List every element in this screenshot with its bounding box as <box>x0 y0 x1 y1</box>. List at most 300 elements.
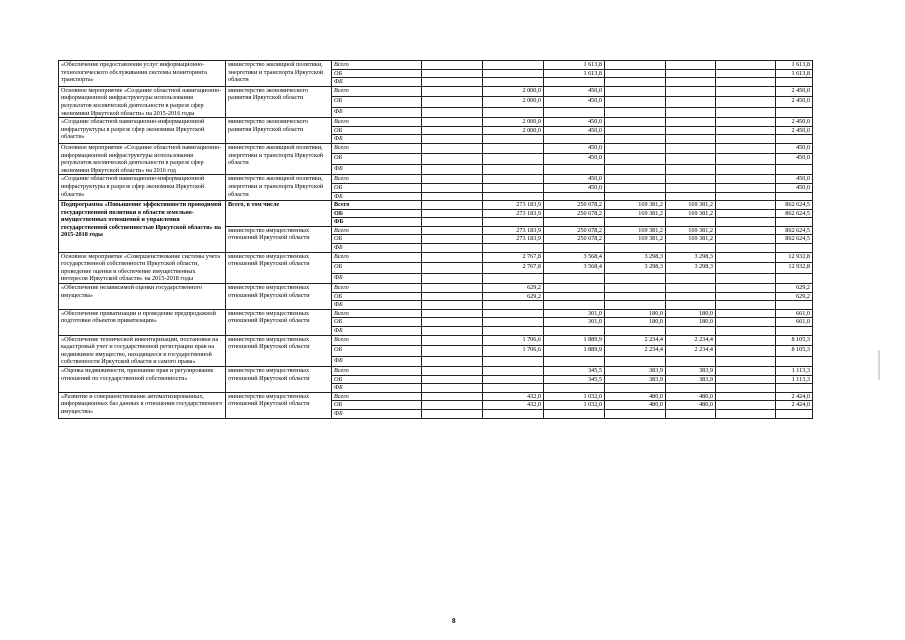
empty-cell <box>422 375 483 384</box>
year-value-cell: 180,0 <box>605 309 666 318</box>
empty-cell <box>716 183 776 192</box>
empty-cell <box>422 183 483 192</box>
year-value-cell <box>666 97 716 107</box>
empty-cell <box>716 143 776 153</box>
year-value-cell <box>666 164 716 174</box>
empty-cell <box>422 366 483 375</box>
year-value-cell <box>544 327 605 336</box>
year-value-cell: 450,0 <box>544 183 605 192</box>
funding-source-cell: ФБ <box>332 273 422 283</box>
year-value-cell: 1 613,8 <box>544 69 605 78</box>
table-row <box>59 392 813 401</box>
year-value-cell: 169 381,2 <box>666 226 716 235</box>
year-value-cell: 432,0 <box>483 401 544 410</box>
empty-cell <box>716 366 776 375</box>
page-number: 8 <box>452 617 456 625</box>
funding-source-cell: Всего <box>332 309 422 318</box>
total-value-cell <box>776 78 813 87</box>
total-value-cell: 629,2 <box>776 292 813 301</box>
empty-cell <box>716 292 776 301</box>
year-value-cell <box>605 97 666 107</box>
year-value-cell <box>483 192 544 201</box>
empty-cell <box>422 107 483 117</box>
year-value-cell: 345,5 <box>544 366 605 375</box>
year-value-cell <box>605 69 666 78</box>
funding-source-cell: ОБ <box>332 318 422 327</box>
responsible-cell: министерство имущественных отношений Иркутской области <box>226 366 332 392</box>
year-value-cell <box>666 175 716 184</box>
empty-cell <box>422 318 483 327</box>
responsible-cell: министерство имущественных отношений Иркутской области <box>226 392 332 418</box>
empty-cell <box>716 252 776 262</box>
empty-cell <box>716 209 776 218</box>
total-value-cell: 450,0 <box>776 183 813 192</box>
year-value-cell <box>666 301 716 310</box>
year-value-cell: 383,9 <box>666 366 716 375</box>
year-value-cell <box>483 409 544 418</box>
year-value-cell <box>605 126 666 135</box>
year-value-cell <box>666 384 716 393</box>
year-value-cell: 450,0 <box>544 154 605 164</box>
year-value-cell: 3 298,3 <box>666 252 716 262</box>
funding-source-cell: ОБ <box>332 292 422 301</box>
empty-cell <box>716 107 776 117</box>
total-value-cell: 1 113,3 <box>776 375 813 384</box>
year-value-cell: 629,2 <box>483 292 544 301</box>
empty-cell <box>422 86 483 96</box>
year-value-cell: 250 678,2 <box>544 201 605 210</box>
year-value-cell <box>666 143 716 153</box>
year-value-cell <box>483 218 544 227</box>
total-value-cell: 1 613,8 <box>776 61 813 70</box>
year-value-cell: 2 000,0 <box>483 126 544 135</box>
empty-cell <box>422 409 483 418</box>
year-value-cell: 2 234,4 <box>605 346 666 356</box>
year-value-cell: 301,0 <box>544 309 605 318</box>
year-value-cell: 629,2 <box>483 284 544 293</box>
year-value-cell: 169 381,2 <box>666 201 716 210</box>
total-value-cell: 450,0 <box>776 175 813 184</box>
empty-cell <box>422 346 483 356</box>
year-value-cell <box>666 273 716 283</box>
funding-source-cell: Всего <box>332 252 422 262</box>
funding-source-cell: ОБ <box>332 209 422 218</box>
year-value-cell: 180,0 <box>666 309 716 318</box>
total-value-cell: 12 932,8 <box>776 263 813 273</box>
total-value-cell <box>776 301 813 310</box>
year-value-cell: 169 381,2 <box>605 209 666 218</box>
year-value-cell: 432,0 <box>483 392 544 401</box>
total-value-cell: 862 624,5 <box>776 235 813 244</box>
table-row <box>59 61 813 70</box>
year-value-cell: 450,0 <box>544 143 605 153</box>
year-value-cell: 1 889,9 <box>544 346 605 356</box>
empty-cell <box>422 335 483 345</box>
year-value-cell: 450,0 <box>544 126 605 135</box>
year-value-cell: 180,0 <box>605 318 666 327</box>
year-value-cell <box>483 61 544 70</box>
year-value-cell <box>666 135 716 144</box>
year-value-cell: 2 767,8 <box>483 263 544 273</box>
funding-source-cell: ФБ <box>332 384 422 393</box>
total-value-cell: 2 450,0 <box>776 86 813 96</box>
year-value-cell <box>666 409 716 418</box>
funding-source-cell: Всего <box>332 226 422 235</box>
empty-cell <box>716 346 776 356</box>
year-value-cell: 480,0 <box>605 401 666 410</box>
year-value-cell <box>666 192 716 201</box>
total-value-cell: 1 113,3 <box>776 366 813 375</box>
funding-source-cell: Всего <box>332 392 422 401</box>
empty-cell <box>422 192 483 201</box>
funding-source-cell: ОБ <box>332 346 422 356</box>
empty-cell <box>716 69 776 78</box>
year-value-cell: 2 234,4 <box>605 335 666 345</box>
empty-cell <box>716 273 776 283</box>
scan-artifact <box>878 350 880 380</box>
total-value-cell: 450,0 <box>776 143 813 153</box>
empty-cell <box>716 135 776 144</box>
total-value-cell: 862 624,5 <box>776 209 813 218</box>
year-value-cell <box>605 135 666 144</box>
year-value-cell <box>544 273 605 283</box>
year-value-cell <box>605 218 666 227</box>
empty-cell <box>716 61 776 70</box>
year-value-cell: 169 381,2 <box>605 226 666 235</box>
total-value-cell: 2 450,0 <box>776 97 813 107</box>
total-value-cell <box>776 384 813 393</box>
year-value-cell <box>605 409 666 418</box>
year-value-cell <box>544 356 605 366</box>
year-value-cell: 301,0 <box>544 318 605 327</box>
empty-cell <box>422 301 483 310</box>
empty-cell <box>716 192 776 201</box>
total-value-cell: 2 450,0 <box>776 126 813 135</box>
table-row <box>59 175 813 184</box>
empty-cell <box>716 309 776 318</box>
funding-source-cell: ОБ <box>332 97 422 107</box>
total-value-cell <box>776 409 813 418</box>
year-value-cell <box>483 135 544 144</box>
year-value-cell <box>483 318 544 327</box>
year-value-cell: 1 706,6 <box>483 346 544 356</box>
year-value-cell <box>666 107 716 117</box>
year-value-cell: 345,5 <box>544 375 605 384</box>
year-value-cell: 2 767,8 <box>483 252 544 262</box>
year-value-cell <box>483 309 544 318</box>
funding-source-cell: ОБ <box>332 69 422 78</box>
funding-source-cell: Всего <box>332 284 422 293</box>
responsible-cell: министерство экономического развития Иркутской области <box>226 86 332 117</box>
empty-cell <box>422 252 483 262</box>
responsible-cell: министерство имущественных отношений Иркутской области <box>226 309 332 335</box>
empty-cell <box>422 126 483 135</box>
empty-cell <box>422 143 483 153</box>
year-value-cell <box>666 126 716 135</box>
empty-cell <box>716 175 776 184</box>
year-value-cell: 450,0 <box>544 97 605 107</box>
year-value-cell <box>544 409 605 418</box>
empty-cell <box>422 164 483 174</box>
year-value-cell: 250 678,2 <box>544 209 605 218</box>
table-row <box>59 366 813 375</box>
empty-cell <box>716 244 776 253</box>
empty-cell <box>716 164 776 174</box>
funding-source-cell: ФБ <box>332 164 422 174</box>
year-value-cell: 169 381,2 <box>666 235 716 244</box>
year-value-cell <box>666 356 716 366</box>
empty-cell <box>422 78 483 87</box>
year-value-cell: 480,0 <box>605 392 666 401</box>
year-value-cell <box>544 135 605 144</box>
empty-cell <box>422 97 483 107</box>
year-value-cell: 450,0 <box>544 86 605 96</box>
table-row <box>59 252 813 262</box>
year-value-cell <box>666 69 716 78</box>
measure-name-cell: Основное мероприятие «Совершенствование системы учета государственной собственности Иркутской области, проведение оценки и обеспечение имущественных интересов Иркутской области» на 2015-2018 годы <box>59 252 226 283</box>
year-value-cell: 2 000,0 <box>483 118 544 127</box>
year-value-cell <box>605 301 666 310</box>
year-value-cell: 273 183,9 <box>483 201 544 210</box>
empty-cell <box>716 226 776 235</box>
year-value-cell <box>605 107 666 117</box>
year-value-cell <box>666 327 716 336</box>
year-value-cell: 1 889,9 <box>544 335 605 345</box>
measure-name-cell: «Обеспечение предоставления услуг информационно-технологического обслуживания системы мониторинга транспорта» <box>59 61 226 87</box>
year-value-cell <box>666 244 716 253</box>
empty-cell <box>422 118 483 127</box>
empty-cell <box>422 401 483 410</box>
year-value-cell <box>666 284 716 293</box>
empty-cell <box>422 263 483 273</box>
empty-cell <box>422 309 483 318</box>
total-value-cell <box>776 273 813 283</box>
year-value-cell: 2 000,0 <box>483 97 544 107</box>
year-value-cell <box>544 107 605 117</box>
measure-name-cell: «Создание областной навигационно-информационной инфраструктуры в разрезе сфер экономики Иркутской области» <box>59 175 226 201</box>
year-value-cell <box>483 366 544 375</box>
total-value-cell: 1 613,8 <box>776 69 813 78</box>
year-value-cell <box>483 183 544 192</box>
empty-cell <box>716 201 776 210</box>
funding-source-cell: ОБ <box>332 126 422 135</box>
year-value-cell: 3 568,4 <box>544 263 605 273</box>
empty-cell <box>422 61 483 70</box>
funding-source-cell: Всего <box>332 143 422 153</box>
empty-cell <box>716 118 776 127</box>
year-value-cell <box>483 327 544 336</box>
year-value-cell <box>544 192 605 201</box>
empty-cell <box>716 384 776 393</box>
year-value-cell <box>605 143 666 153</box>
total-value-cell <box>776 192 813 201</box>
year-value-cell: 3 298,3 <box>605 252 666 262</box>
funding-source-cell: ФБ <box>332 192 422 201</box>
year-value-cell: 169 381,2 <box>605 201 666 210</box>
funding-source-cell: Всего <box>332 335 422 345</box>
year-value-cell <box>666 292 716 301</box>
table-row <box>59 309 813 318</box>
year-value-cell <box>605 78 666 87</box>
responsible-cell: министерство жилищной политики, энергетики и транспорта Иркутской области <box>226 175 332 201</box>
year-value-cell <box>483 356 544 366</box>
year-value-cell <box>605 118 666 127</box>
empty-cell <box>716 126 776 135</box>
year-value-cell <box>483 154 544 164</box>
year-value-cell <box>544 384 605 393</box>
year-value-cell <box>605 192 666 201</box>
responsible-cell: министерство имущественных отношений Иркутской области <box>226 226 332 252</box>
empty-cell <box>716 335 776 345</box>
table-row <box>59 118 813 127</box>
total-value-cell <box>776 135 813 144</box>
year-value-cell <box>483 175 544 184</box>
year-value-cell: 383,9 <box>666 375 716 384</box>
measure-name-cell: «Обеспечение приватизации и проведение предпродажной подготовки объектов приватизации» <box>59 309 226 335</box>
empty-cell <box>716 301 776 310</box>
year-value-cell <box>605 86 666 96</box>
table-row <box>59 284 813 293</box>
year-value-cell <box>544 218 605 227</box>
measure-name-cell: «Обеспечение независимой оценки государственного имущества» <box>59 284 226 310</box>
budget-table <box>58 60 813 419</box>
total-value-cell: 2 424,0 <box>776 401 813 410</box>
year-value-cell <box>483 143 544 153</box>
table-row <box>59 86 813 96</box>
funding-source-cell: ОБ <box>332 235 422 244</box>
empty-cell <box>422 273 483 283</box>
year-value-cell: 480,0 <box>666 392 716 401</box>
empty-cell <box>422 384 483 393</box>
funding-source-cell: ФБ <box>332 327 422 336</box>
empty-cell <box>422 284 483 293</box>
total-value-cell <box>776 218 813 227</box>
measure-name-cell: Основное мероприятие «Создание областной навигационно-информационной инфраструктуры использования результатов космической деятельности в разрезе сфер экономики Иркутской области» на 2016 год <box>59 143 226 174</box>
year-value-cell: 3 298,3 <box>605 263 666 273</box>
funding-source-cell: ФБ <box>332 409 422 418</box>
year-value-cell <box>483 78 544 87</box>
year-value-cell: 450,0 <box>544 118 605 127</box>
empty-cell <box>716 218 776 227</box>
year-value-cell: 2 234,4 <box>666 335 716 345</box>
empty-cell <box>716 284 776 293</box>
year-value-cell <box>544 164 605 174</box>
responsible-cell: министерство имущественных отношений Иркутской области <box>226 284 332 310</box>
year-value-cell <box>666 218 716 227</box>
empty-cell <box>422 327 483 336</box>
empty-cell <box>716 318 776 327</box>
year-value-cell: 169 381,2 <box>666 209 716 218</box>
empty-cell <box>422 218 483 227</box>
year-value-cell <box>666 86 716 96</box>
year-value-cell <box>605 284 666 293</box>
empty-cell <box>422 356 483 366</box>
year-value-cell <box>483 273 544 283</box>
year-value-cell <box>483 107 544 117</box>
year-value-cell <box>605 384 666 393</box>
empty-cell <box>716 78 776 87</box>
year-value-cell <box>605 61 666 70</box>
funding-source-cell: ФБ <box>332 301 422 310</box>
empty-cell <box>716 392 776 401</box>
year-value-cell <box>544 292 605 301</box>
empty-cell <box>422 226 483 235</box>
empty-cell <box>716 327 776 336</box>
year-value-cell <box>666 78 716 87</box>
funding-source-cell: ОБ <box>332 401 422 410</box>
measure-name-cell: «Обеспечение технической инвентаризации, постановки на кадастровый учет и государственной регистрации прав на недвижимое имущество, находящееся в государственной собственности Иркутской области и самого права» <box>59 335 226 366</box>
total-value-cell: 862 624,5 <box>776 226 813 235</box>
total-value-cell <box>776 164 813 174</box>
year-value-cell <box>544 78 605 87</box>
measure-name-cell: «Развитие и совершенствование автоматизированных, информационных баз данных в отношении государственного имущества» <box>59 392 226 418</box>
year-value-cell: 1 706,6 <box>483 335 544 345</box>
empty-cell <box>716 263 776 273</box>
total-value-cell: 12 932,8 <box>776 252 813 262</box>
empty-cell <box>716 235 776 244</box>
measure-name-cell: «Создание областной навигационно-информационной инфраструктуры в разрезе сфер экономики Иркутской области» <box>59 118 226 144</box>
year-value-cell: 180,0 <box>666 318 716 327</box>
empty-cell <box>716 86 776 96</box>
empty-cell <box>716 356 776 366</box>
empty-cell <box>716 154 776 164</box>
funding-source-cell: ФБ <box>332 244 422 253</box>
funding-source-cell: ФБ <box>332 218 422 227</box>
funding-source-cell: ОБ <box>332 263 422 273</box>
funding-source-cell: Всего <box>332 366 422 375</box>
empty-cell <box>422 135 483 144</box>
funding-source-cell: ОБ <box>332 375 422 384</box>
year-value-cell <box>605 327 666 336</box>
year-value-cell <box>605 175 666 184</box>
funding-source-cell: Всего <box>332 201 422 210</box>
year-value-cell: 383,9 <box>605 375 666 384</box>
total-value-cell: 450,0 <box>776 154 813 164</box>
year-value-cell: 250 678,2 <box>544 226 605 235</box>
total-value-cell <box>776 244 813 253</box>
measure-name-cell: Основное мероприятие «Создание областной навигационно-информационной инфраструктуры использования результатов космической деятельности в разрезе сфер экономики Иркутской области» на 2015-2016 годы <box>59 86 226 117</box>
empty-cell <box>422 175 483 184</box>
empty-cell <box>422 69 483 78</box>
empty-cell <box>422 244 483 253</box>
funding-source-cell: ФБ <box>332 78 422 87</box>
total-value-cell: 8 105,3 <box>776 335 813 345</box>
total-value-cell <box>776 356 813 366</box>
empty-cell <box>422 292 483 301</box>
year-value-cell <box>605 292 666 301</box>
funding-source-cell: ФБ <box>332 356 422 366</box>
year-value-cell: 1 032,0 <box>544 392 605 401</box>
year-value-cell <box>666 154 716 164</box>
year-value-cell: 2 234,4 <box>666 346 716 356</box>
responsible-cell: министерство жилищной политики, энергетики и транспорта Иркутской области <box>226 143 332 174</box>
total-value-cell: 2 424,0 <box>776 392 813 401</box>
year-value-cell: 2 000,0 <box>483 86 544 96</box>
total-value-cell: 8 105,3 <box>776 346 813 356</box>
year-value-cell: 3 568,4 <box>544 252 605 262</box>
year-value-cell <box>483 244 544 253</box>
total-value-cell: 661,0 <box>776 309 813 318</box>
year-value-cell <box>544 244 605 253</box>
year-value-cell: 169 381,2 <box>605 235 666 244</box>
year-value-cell <box>605 273 666 283</box>
empty-cell <box>422 209 483 218</box>
total-value-cell <box>776 327 813 336</box>
year-value-cell: 383,9 <box>605 366 666 375</box>
year-value-cell <box>605 164 666 174</box>
responsible-cell: министерство имущественных отношений Иркутской области <box>226 252 332 283</box>
year-value-cell: 1 613,8 <box>544 61 605 70</box>
